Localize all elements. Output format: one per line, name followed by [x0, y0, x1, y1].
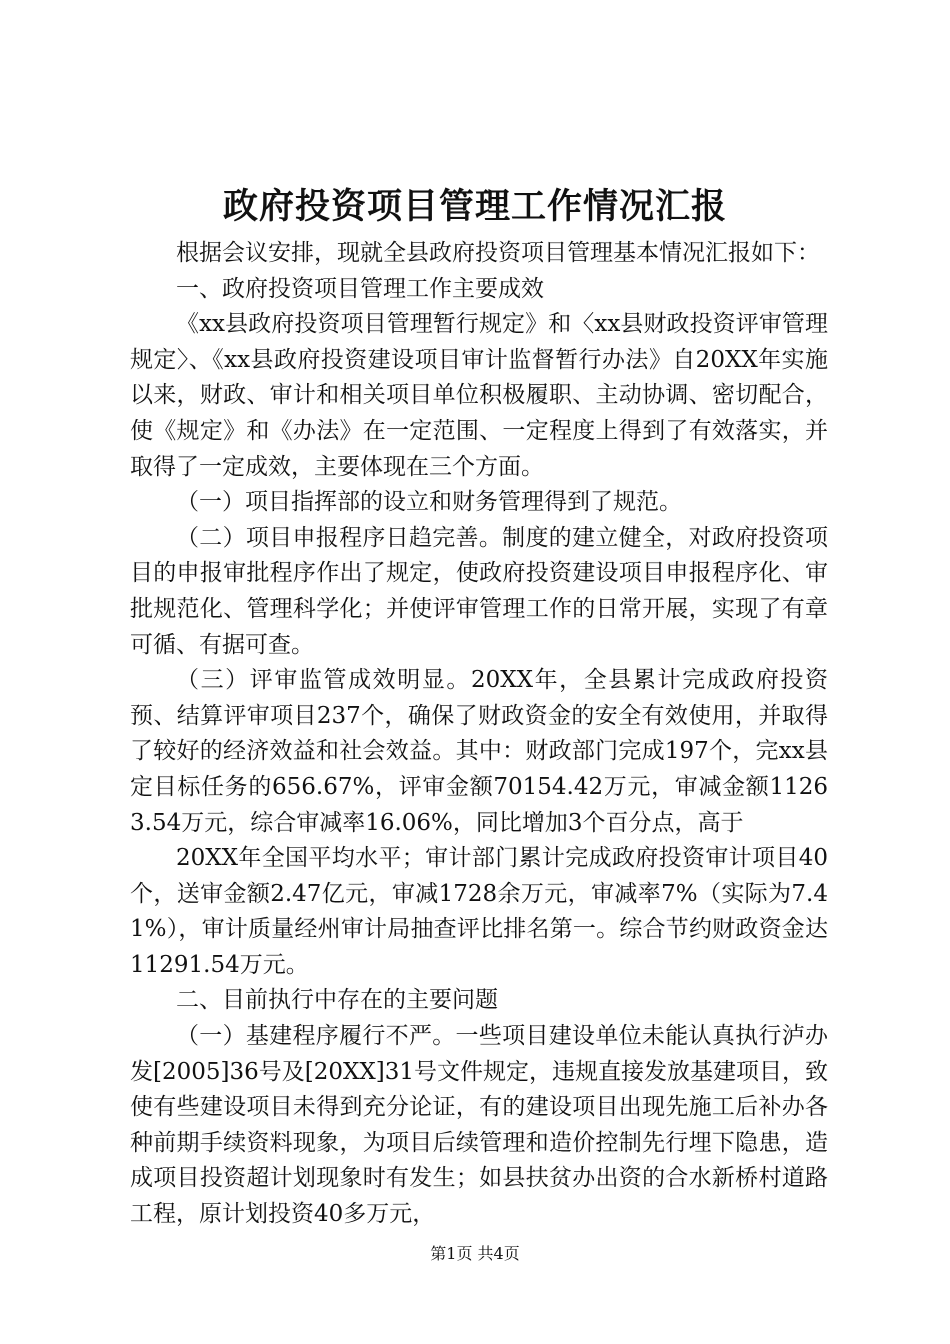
section-heading-achievements: 一、政府投资项目管理工作主要成效 — [176, 275, 544, 302]
paragraph-item-3: （三）评审监管成效明显。20XX年，全县累计完成政府投资预、结算评审项目237个，确保了财政资金的安全有效使用，并取得了较好的经济效益和社会效益。其中：财政部门完成197个，完xx县定目标任务的656.67%，评审金额70154.42万元，审减金额11263.54万元，综合审减率16.06%，同比增加3个百分点，高于 — [130, 667, 828, 836]
section-heading-problems: 二、目前执行中存在的主要问题 — [176, 987, 498, 1014]
page-footer: 第1页 共4页 — [430, 1244, 520, 1263]
paragraph-item-2: （二）项目申报程序日趋完善。制度的建立健全，对政府投资项目的申报审批程序作出了规定，使政府投资建设项目申报程序化、审批规范化、管理科学化；并使评审管理工作的日常开展，实现了有章可循、有据可查。 — [130, 524, 828, 658]
paragraph-intro: 根据会议安排，现就全县政府投资项目管理基本情况汇报如下： — [176, 240, 820, 266]
document-body — [130, 236, 828, 1233]
paragraph-item-1: （一）项目指挥部的设立和财务管理得到了规范。 — [176, 489, 682, 516]
paragraph-audit-summary: 20XX年全国平均水平；审计部门累计完成政府投资审计项目40个，送审金额2.47亿元，审减1728余万元，审减率7%（实际为7.41%），审计质量经州审计局抽查评比排名第一。综合节约财政资金达11291.54万元。 — [130, 845, 828, 978]
paragraph-regulations: 《xx县政府投资项目管理暂行规定》和〈xx县财政投资评审管理规定〉、《xx县政府投资建设项目审计监督暂行办法》自20XX年实施以来，财政、审计和相关项目单位积极履职、主动协调、密切配合，使《规定》和《办法》在一定范围、一定程度上得到了有效落实，并取得了一定成效，主要体现在三个方面。 — [130, 311, 828, 480]
document-title: 政府投资项目管理工作情况汇报 — [222, 186, 727, 227]
paragraph-problem-1: （一）基建程序履行不严。一些项目建设单位未能认真执行泸办发[2005]36号及[20XX]31号文件规定，违规直接发放基建项目，致使有些建设项目未得到充分论证，有的建设项目出现先施工后补办各种前期手续资料现象，为项目后续管理和造价控制先行埋下隐患，造成项目投资超计划现象时有发生；如县扶贫办出资的合水新桥村道路工程，原计划投资40多万元， — [130, 1023, 828, 1228]
